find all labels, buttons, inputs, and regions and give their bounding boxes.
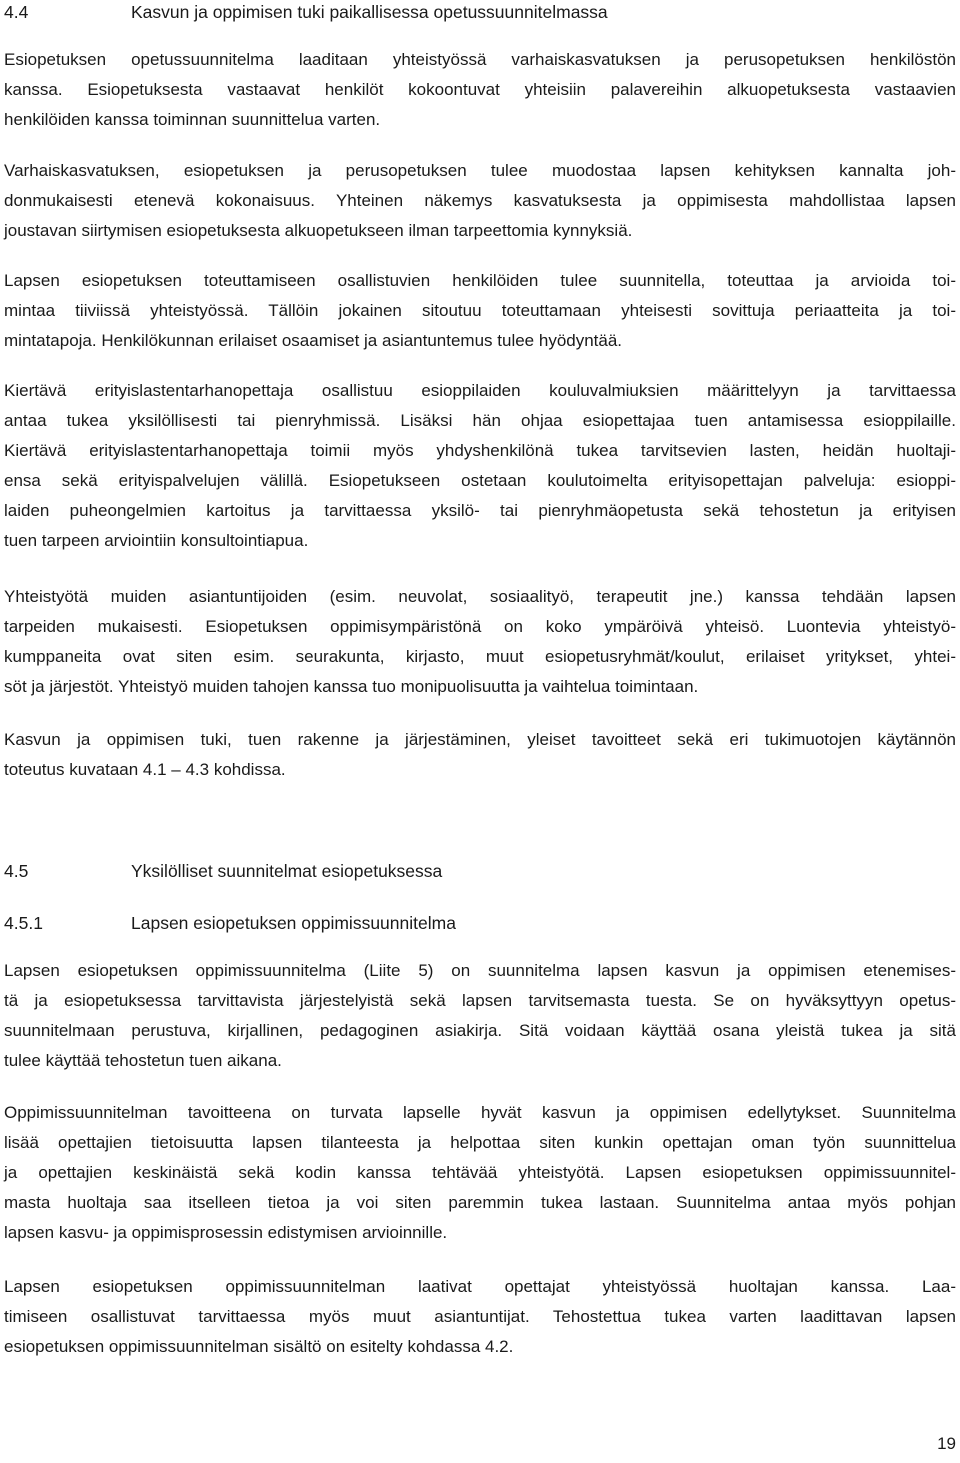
text-line: lisää opettajien tietoisuutta lapsen tilanteesta ja helpottaa siten kunkin opettajan oman työn suunnittelua <box>4 1133 956 1152</box>
text-line: henkilöiden kanssa toiminnan suunnittelua varten. <box>4 110 381 129</box>
text-line: tä ja esiopetuksessa tarvittavista järjestelyistä sekä lapsen tarvitsemasta tuesta. Se on hyväksyttyyn opetus- <box>4 991 956 1010</box>
text-line: ensa sekä erityispalvelujen välillä. Esiopetukseen ostetaan koulutoimelta erityisopettajan palveluja: esioppi- <box>4 471 956 490</box>
text-line: joustavan siirtymisen esiopetuksesta alkuopetukseen ilman tarpeettomia kynnyksiä. <box>4 221 633 240</box>
paragraph-a-3 <box>4 376 956 556</box>
text-line: Oppimissuunnitelman tavoitteena on turvata lapselle hyvät kasvun ja oppimisen edellytykset. Suunnitelma <box>4 1103 956 1122</box>
text-line: söt ja järjestöt. Yhteistyö muiden tahojen kanssa tuo monipuolisuutta ja vaihtelua toimintaan. <box>4 677 699 696</box>
text-line: Kiertävä erityislastentarhanopettaja toimii myös yhdyshenkilönä tukea tarvitsevien lasten, heidän huoltaji- <box>4 441 956 460</box>
text-line: tuen tarpeen arviointiin konsultointiapua. <box>4 531 309 550</box>
paragraph-b-2 <box>4 1272 956 1362</box>
text-line: Lapsen esiopetuksen oppimissuunnitelman laativat opettajat yhteistyössä huoltajan kanssa. Laa- <box>4 1277 956 1296</box>
paragraph-a-5 <box>4 725 956 785</box>
text-line: Kiertävä erityislastentarhanopettaja osallistuu esioppilaiden kouluvalmiuksien määrittelyyn ja tarvittaessa <box>4 381 956 400</box>
section-heading-4-5-1 <box>4 911 456 935</box>
text-line: Kasvun ja oppimisen tuki, tuen rakenne ja järjestäminen, yleiset tavoitteet sekä eri tukimuotojen käytännön <box>4 730 956 749</box>
paragraph-a-0 <box>4 45 956 135</box>
text-line: Esiopetuksen opetussuunnitelma laaditaan yhteistyössä varhaiskasvatuksen ja perusopetuksen henkilöstön <box>4 50 956 69</box>
text-line: Lapsen esiopetuksen toteuttamiseen osallistuvien henkilöiden tulee suunnitella, toteuttaa ja arvioida toi- <box>4 271 956 290</box>
text-line: Yhteistyötä muiden asiantuntijoiden (esim. neuvolat, sosiaalityö, terapeutit jne.) kanssa tehdään lapsen <box>4 587 956 606</box>
section-number: 4.4 <box>4 2 29 22</box>
text-line: mintatapoja. Henkilökunnan erilaiset osaamiset ja asiantuntemus tulee hyödyntää. <box>4 331 623 350</box>
text-line: tulee käyttää tehostetun tuen aikana. <box>4 1051 282 1070</box>
paragraph-a-2 <box>4 266 956 356</box>
paragraph-a-1 <box>4 156 956 246</box>
paragraph-b-0 <box>4 956 956 1076</box>
page-number: 19 <box>937 1434 956 1453</box>
text-line: timiseen osallistuvat tarvittaessa myös muut asiantuntijat. Tehostettua tukea varten laadittavan lapsen <box>4 1307 956 1326</box>
text-line: esiopetuksen oppimissuunnitelman sisältö on esitelty kohdassa 4.2. <box>4 1337 514 1356</box>
text-line: toteutus kuvataan 4.1 – 4.3 kohdissa. <box>4 760 286 779</box>
paragraph-b-1 <box>4 1098 956 1248</box>
section-title: Kasvun ja oppimisen tuki paikallisessa opetussuunnitelmassa <box>131 2 608 22</box>
text-line: antaa tukea yksilöllisesti tai pienryhmissä. Lisäksi hän ohjaa esiopettajaa tuen antamisessa esioppilaille. <box>4 411 956 430</box>
text-line: laiden puheongelmien kartoitus ja tarvittaessa yksilö- tai pienryhmäopetusta sekä tehostetun ja erityisen <box>4 501 956 520</box>
text-line: kumppaneita ovat siten esim. seurakunta, kirjasto, muut esiopetusryhmät/koulut, erilaiset yritykset, yhtei- <box>4 647 956 666</box>
text-line: kanssa. Esiopetuksesta vastaavat henkilöt kokoontuvat yhteisiin palavereihin alkuopetuksesta vastaavien <box>4 80 956 99</box>
text-line: donmukaisesti etenevä kokonaisuus. Yhteinen näkemys kasvatuksesta ja oppimisesta mahdollistaa lapsen <box>4 191 956 210</box>
text-line: Lapsen esiopetuksen oppimissuunnitelma (Liite 5) on suunnitelma lapsen kasvun ja oppimisen etenemises- <box>4 961 956 980</box>
section-number: 4.5.1 <box>4 913 43 933</box>
text-line: Varhaiskasvatuksen, esiopetuksen ja perusopetuksen tulee muodostaa lapsen kehityksen kannalta joh- <box>4 161 956 180</box>
section-title: Yksilölliset suunnitelmat esiopetuksessa <box>131 861 443 881</box>
text-line: masta huoltaja saa itselleen tietoa ja voi siten paremmin tukea lastaan. Suunnitelma antaa myös pohjan <box>4 1193 956 1212</box>
text-line: ja opettajien keskinäistä sekä kodin kanssa tehtävää yhteistyötä. Lapsen esiopetuksen oppimissuunnitel- <box>4 1163 956 1182</box>
text-line: mintaa tiiviissä yhteistyössä. Tällöin jokainen sitoutuu toteuttamaan yhteisesti sovittuja periaatteita ja toi- <box>4 301 956 320</box>
section-number: 4.5 <box>4 861 29 881</box>
text-line: lapsen kasvu- ja oppimisprosessin edistymisen arvioinnille. <box>4 1223 448 1242</box>
section-heading-4-4 <box>4 0 608 24</box>
section-heading-4-5 <box>4 859 442 883</box>
section-title: Lapsen esiopetuksen oppimissuunnitelma <box>131 913 456 933</box>
text-line: tarpeiden mukaisesti. Esiopetuksen oppimisympäristönä on koko ympäröivä yhteisö. Luontevia yhteistyö- <box>4 617 956 636</box>
text-line: suunnitelmaan perustuva, kirjallinen, pedagoginen asiakirja. Sitä voidaan käyttää osana yleistä tukea ja sitä <box>4 1021 956 1040</box>
paragraph-a-4 <box>4 582 956 702</box>
